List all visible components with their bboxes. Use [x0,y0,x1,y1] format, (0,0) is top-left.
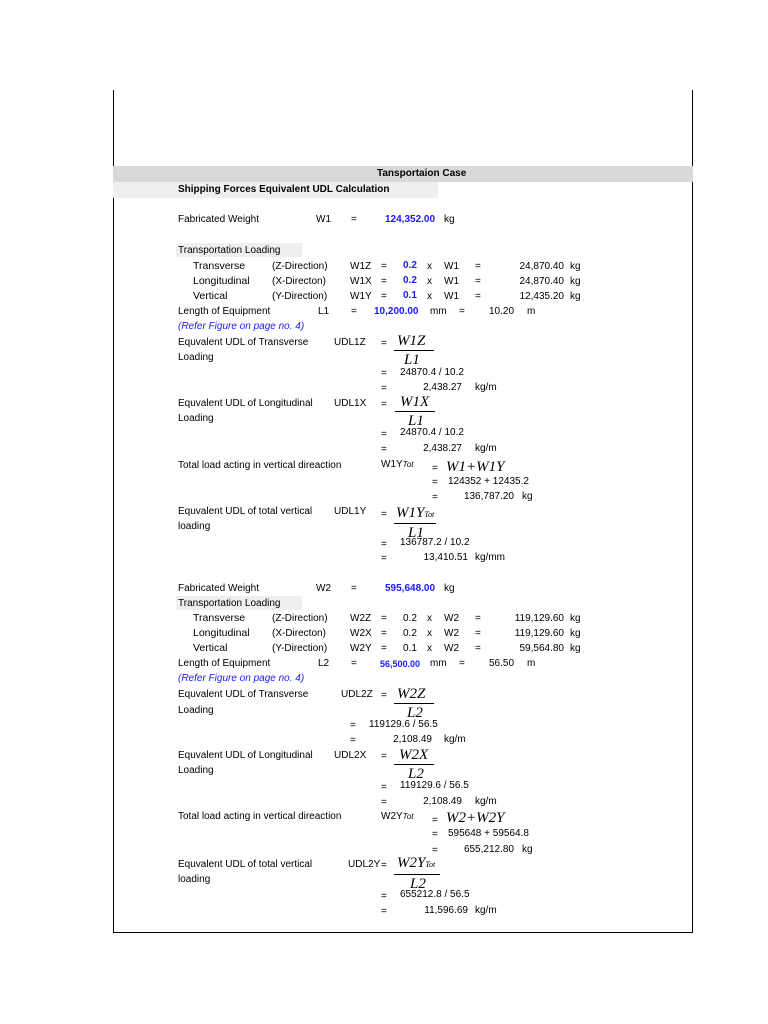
unit-label: mm [430,658,447,669]
udl-symbol: UDL2X [334,750,367,761]
formula-denominator: L2 [408,766,424,782]
equals-sign: = [381,368,387,379]
load-weight-symbol: W1 [444,261,459,272]
udl-label: Loading [178,352,214,363]
equals-sign: = [432,477,438,488]
udl-result: 2,438.27 [423,382,462,393]
equals-sign: = [381,291,387,302]
unit-label: kg [444,214,455,225]
length-mm-value: 10,200.00 [374,306,419,317]
times-sign: x [427,613,432,624]
fabricated-weight-label: Fabricated Weight [178,583,259,594]
equals-sign: = [381,891,387,902]
load-direction: (Y-Direction) [272,643,328,654]
equals-sign: = [381,860,387,871]
fabricated-weight-symbol: W2 [316,583,331,594]
figure-reference-note: (Refer Figure on page no. 4) [178,673,305,684]
equals-sign: = [459,658,465,669]
formula-denominator: L1 [408,413,424,429]
unit-label: kg [570,261,581,272]
unit-label: kg [522,491,533,502]
fabricated-weight-label: Fabricated Weight [178,214,259,225]
length-m-value: 56.50 [489,658,515,669]
unit-label: kg [522,844,533,855]
udl-symbol: UDL2Z [341,689,373,700]
udl-label: Loading [178,705,214,716]
equals-sign: = [475,628,481,639]
equals-sign: = [432,815,438,826]
udl-label: Loading [178,765,214,776]
unit-label: kg [570,613,581,624]
load-symbol: W2Y [350,643,372,654]
unit-label: kg [570,276,581,287]
equals-sign: = [350,720,356,731]
load-symbol: W2X [350,628,372,639]
equals-sign: = [351,214,357,225]
load-direction: (Z-Direction) [272,613,328,624]
equals-sign: = [475,276,481,287]
times-sign: x [427,643,432,654]
load-coefficient: 0.1 [403,290,417,301]
udl-label: Loading [178,413,214,424]
udl-symbol: UDL2Y [348,859,381,870]
total-load-result: 136,787.20 [463,491,514,502]
load-symbol: W1Z [350,261,372,272]
load-weight-symbol: W2 [444,643,459,654]
load-name: Vertical [193,642,228,654]
equals-sign: = [381,553,387,564]
equals-sign: = [381,429,387,440]
udl-symbol: UDL1Y [334,506,367,517]
transport-loading-label: Transportation Loading [178,598,281,609]
equals-sign: = [381,509,387,520]
fraction-bar [394,703,434,704]
udl-calculation: 136787.2 / 10.2 [400,537,470,548]
fraction-bar [394,350,434,351]
udl-calculation: 119129.6 / 56.5 [400,780,469,791]
load-symbol: W2Z [350,613,372,624]
equals-sign: = [351,583,357,594]
udl-label: Equvalent UDL of total vertical [178,506,313,517]
udl-label: Equvalent UDL of Transverse [178,337,309,348]
udl-label: Equvalent UDL of Longitudinal [178,398,313,409]
formula-denominator: L1 [404,352,420,368]
equals-sign: = [381,261,387,272]
length-label: Length of Equipment [178,658,271,669]
load-direction: (X-Directon) [272,276,326,287]
formula-numerator: W1YTot [396,505,435,521]
equals-sign: = [381,906,387,917]
unit-label: kg/mm [475,552,505,563]
formula-numerator: W1Z [397,333,426,349]
unit-label: m [527,306,536,317]
load-coefficient: 0.1 [403,643,417,654]
equals-sign: = [381,613,387,624]
unit-label: kg/m [475,382,497,393]
page-subtitle: Shipping Forces Equivalent UDL Calculation [178,184,390,195]
equals-sign: = [432,829,438,840]
load-direction: (Z-Direction) [272,261,328,272]
load-coefficient: 0.2 [403,275,417,286]
fraction-bar [394,764,434,765]
equals-sign: = [459,306,465,317]
transport-loading-label: Transportation Loading [178,245,281,256]
equals-sign: = [381,782,387,793]
formula-numerator: W2Z [397,686,426,702]
fraction-bar [394,874,440,875]
load-value: 119,129.60 [514,613,564,624]
unit-label: kg/m [475,443,497,454]
load-coefficient: 0.2 [403,628,417,639]
times-sign: x [427,276,432,287]
fabricated-weight-symbol: W1 [316,214,331,225]
length-m-value: 10.20 [489,306,515,317]
equals-sign: = [475,261,481,272]
equals-sign: = [381,751,387,762]
equals-sign: = [351,658,357,669]
formula-numerator: W2YTot [397,855,436,871]
udl-result: 13,410.51 [423,552,468,563]
formula-denominator: L1 [408,525,424,541]
formula-numerator: W2X [399,747,429,763]
figure-reference-note: (Refer Figure on page no. 4) [178,321,305,332]
load-weight-symbol: W2 [444,628,459,639]
equals-sign: = [475,643,481,654]
times-sign: x [427,291,432,302]
load-coefficient: 0.2 [403,613,417,624]
formula-denominator: L2 [410,876,426,892]
total-load-symbol: W2YTot [381,811,414,822]
udl-symbol: UDL1X [334,398,367,409]
page-title: Tansportaion Case [377,168,467,179]
unit-label: m [527,658,536,669]
length-symbol: L1 [318,306,330,317]
fraction-bar [394,523,436,524]
unit-label: kg/m [475,796,497,807]
unit-label: mm [430,306,447,317]
udl-label: Equvalent UDL of Longitudinal [178,750,313,761]
equals-sign: = [381,690,387,701]
equals-sign: = [432,845,438,856]
load-value: 24,870.40 [519,261,564,272]
udl-calculation: 655212.8 / 56.5 [400,889,470,900]
udl-result: 11,596.69 [424,905,468,916]
total-load-label: Total load acting in vertical direaction [178,811,342,822]
udl-result: 2,108.49 [393,734,432,745]
times-sign: x [427,261,432,272]
times-sign: x [427,628,432,639]
unit-label: kg [570,291,581,302]
length-label: Length of Equipment [178,306,271,317]
total-load-label: Total load acting in vertical direaction [178,460,342,471]
udl-symbol: UDL1Z [334,337,366,348]
load-weight-symbol: W2 [444,613,459,624]
udl-label: Equvalent UDL of Transverse [178,689,309,700]
udl-label: Equvalent UDL of total vertical [178,859,313,870]
load-value: 59,564.80 [519,643,564,654]
fabricated-weight-value: 124,352.00 [385,214,436,225]
unit-label: kg/m [444,734,466,745]
equals-sign: = [475,613,481,624]
total-load-formula: W2+W2Y [446,810,505,826]
unit-label: kg/m [475,905,497,916]
load-name: Longitudinal [193,275,250,287]
equals-sign: = [381,276,387,287]
total-load-calculation: 595648 + 59564.8 [448,828,529,839]
load-direction: (X-Directon) [272,628,326,639]
equals-sign: = [381,628,387,639]
load-weight-symbol: W1 [444,276,459,287]
unit-label: kg [570,643,581,654]
equals-sign: = [381,399,387,410]
equals-sign: = [350,735,356,746]
load-value: 119,129.60 [514,628,564,639]
unit-label: kg [570,628,581,639]
total-load-result: 655,212.80 [463,844,514,855]
load-symbol: W1Y [350,291,372,302]
equals-sign: = [432,463,438,474]
udl-calculation: 24870.4 / 10.2 [400,367,464,378]
equals-sign: = [381,643,387,654]
fraction-bar [395,411,435,412]
equals-sign: = [381,444,387,455]
fabricated-weight-value: 595,648.00 [385,583,436,594]
unit-label: kg [444,583,455,594]
load-value: 24,870.40 [519,276,564,287]
equals-sign: = [475,291,481,302]
load-name: Transverse [193,612,246,624]
equals-sign: = [381,338,387,349]
udl-result: 2,438.27 [423,443,462,454]
load-name: Longitudinal [193,627,250,639]
udl-calculation: 119129.6 / 56.5 [369,719,438,730]
formula-denominator: L2 [407,705,423,721]
load-weight-symbol: W1 [444,291,459,302]
equals-sign: = [381,797,387,808]
length-mm-value: 56,500.00 [380,659,421,669]
formula-numerator: W1X [400,394,430,410]
load-value: 12,435.20 [519,291,564,302]
total-load-symbol: W1YTot [381,459,414,470]
load-name: Transverse [193,260,246,272]
equals-sign: = [432,492,438,503]
udl-label: loading [178,874,211,885]
total-load-calculation: 124352 + 12435.2 [448,476,529,487]
udl-calculation: 24870.4 / 10.2 [400,427,464,438]
equals-sign: = [381,539,387,550]
total-load-formula: W1+W1Y [446,459,505,475]
equals-sign: = [351,306,357,317]
load-symbol: W1X [350,276,372,287]
load-name: Vertical [193,290,228,302]
load-coefficient: 0.2 [403,260,417,271]
equals-sign: = [381,383,387,394]
length-symbol: L2 [318,658,330,669]
udl-result: 2,108.49 [423,796,462,807]
udl-label: loading [178,521,211,532]
load-direction: (Y-Direction) [272,291,328,302]
